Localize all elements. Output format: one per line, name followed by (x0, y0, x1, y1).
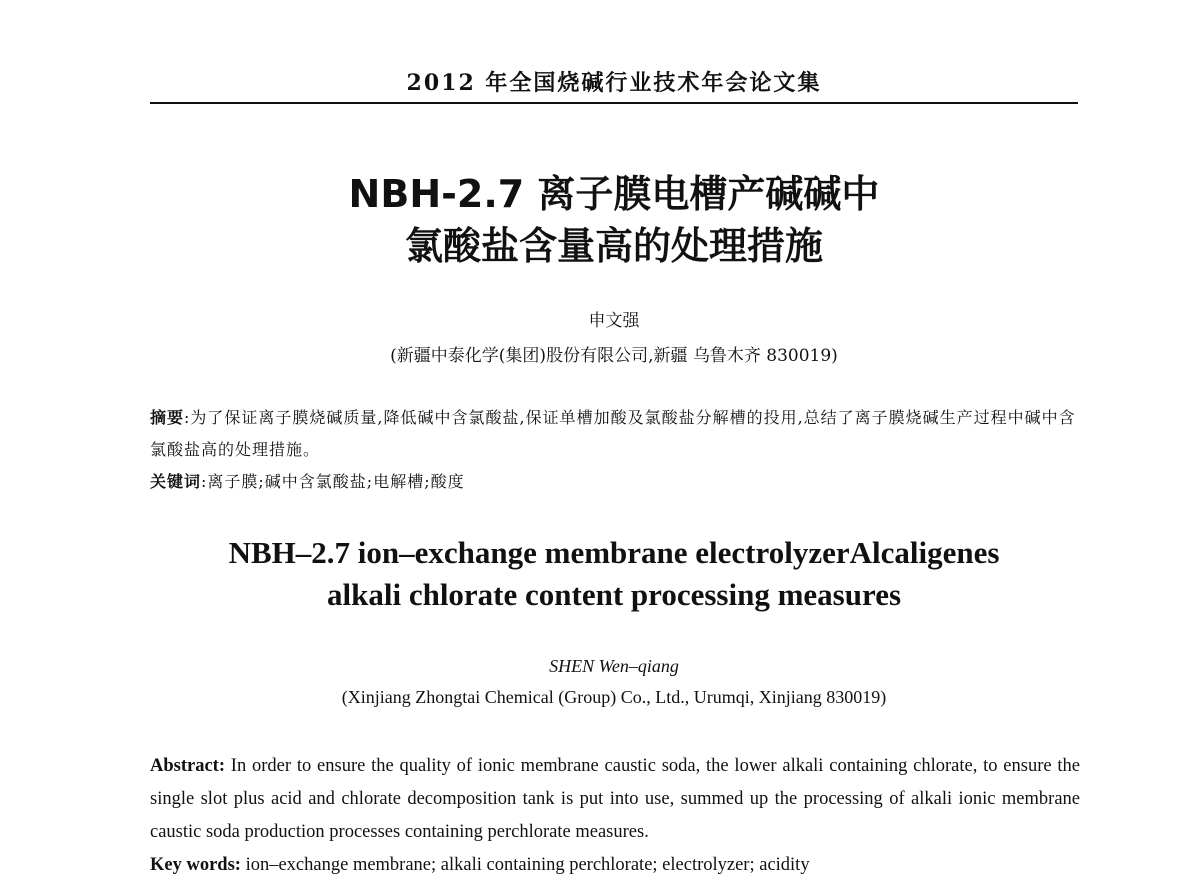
english-keywords (150, 849, 1080, 882)
chinese-title-line-2: 氯酸盐含量高的处理措施 (404, 224, 823, 268)
chinese-abstract (150, 402, 1078, 466)
english-abstract-text: In order to ensure the quality of ionic membrane caustic soda, the lower alkali containing chlorate, to ensure the single slot plus acid and chlorate decomposition tank is put into use, summed up the processing of alkali ionic membrane caustic soda production processes containing perchlorate measures. (150, 756, 1080, 842)
english-title-line-1: NBH–2.7 ion–exchange membrane electrolyzerAlcaligenes (228, 535, 1000, 570)
chinese-abstract-block (150, 402, 1078, 498)
english-title-line-2: alkali chlorate content processing measures (326, 577, 902, 612)
chinese-abstract-text: :为了保证离子膜烧碱质量,降低碱中含氯酸盐,保证单槽加酸及氯酸盐分解槽的投用,总结了离子膜烧碱生产过程中碱中含氯酸盐高的处理措施。 (150, 408, 1076, 459)
chinese-keywords (150, 466, 1078, 498)
header-rule (150, 102, 1078, 104)
chinese-title (150, 168, 1078, 272)
chinese-author: 申文强 (588, 311, 640, 331)
english-abstract-block (150, 750, 1080, 882)
english-abstract-label: Abstract: (150, 756, 226, 776)
english-title (150, 532, 1078, 616)
chinese-title-line-1: NBH-2.7 离子膜电槽产碱碱中 (348, 172, 880, 216)
chinese-abstract-label: 摘要 (150, 408, 185, 427)
chinese-keywords-label: 关键词 (150, 472, 202, 491)
english-author: SHEN Wen–qiang (549, 656, 679, 676)
running-header: 2012 年全国烧碱行业技术年会论文集 (406, 70, 822, 96)
english-abstract (150, 750, 1080, 849)
english-keywords-text: ion–exchange membrane; alkali containing perchlorate; electrolyzer; acidity (240, 855, 810, 875)
chinese-affiliation: (新疆中泰化学(集团)股份有限公司,新疆 乌鲁木齐 830019) (390, 346, 838, 366)
english-affiliation: (Xinjiang Zhongtai Chemical (Group) Co., Ltd., Urumqi, Xinjiang 830019) (341, 687, 887, 707)
chinese-keywords-text: :离子膜;碱中含氯酸盐;电解槽;酸度 (201, 472, 465, 491)
english-keywords-label: Key words: (150, 855, 241, 875)
